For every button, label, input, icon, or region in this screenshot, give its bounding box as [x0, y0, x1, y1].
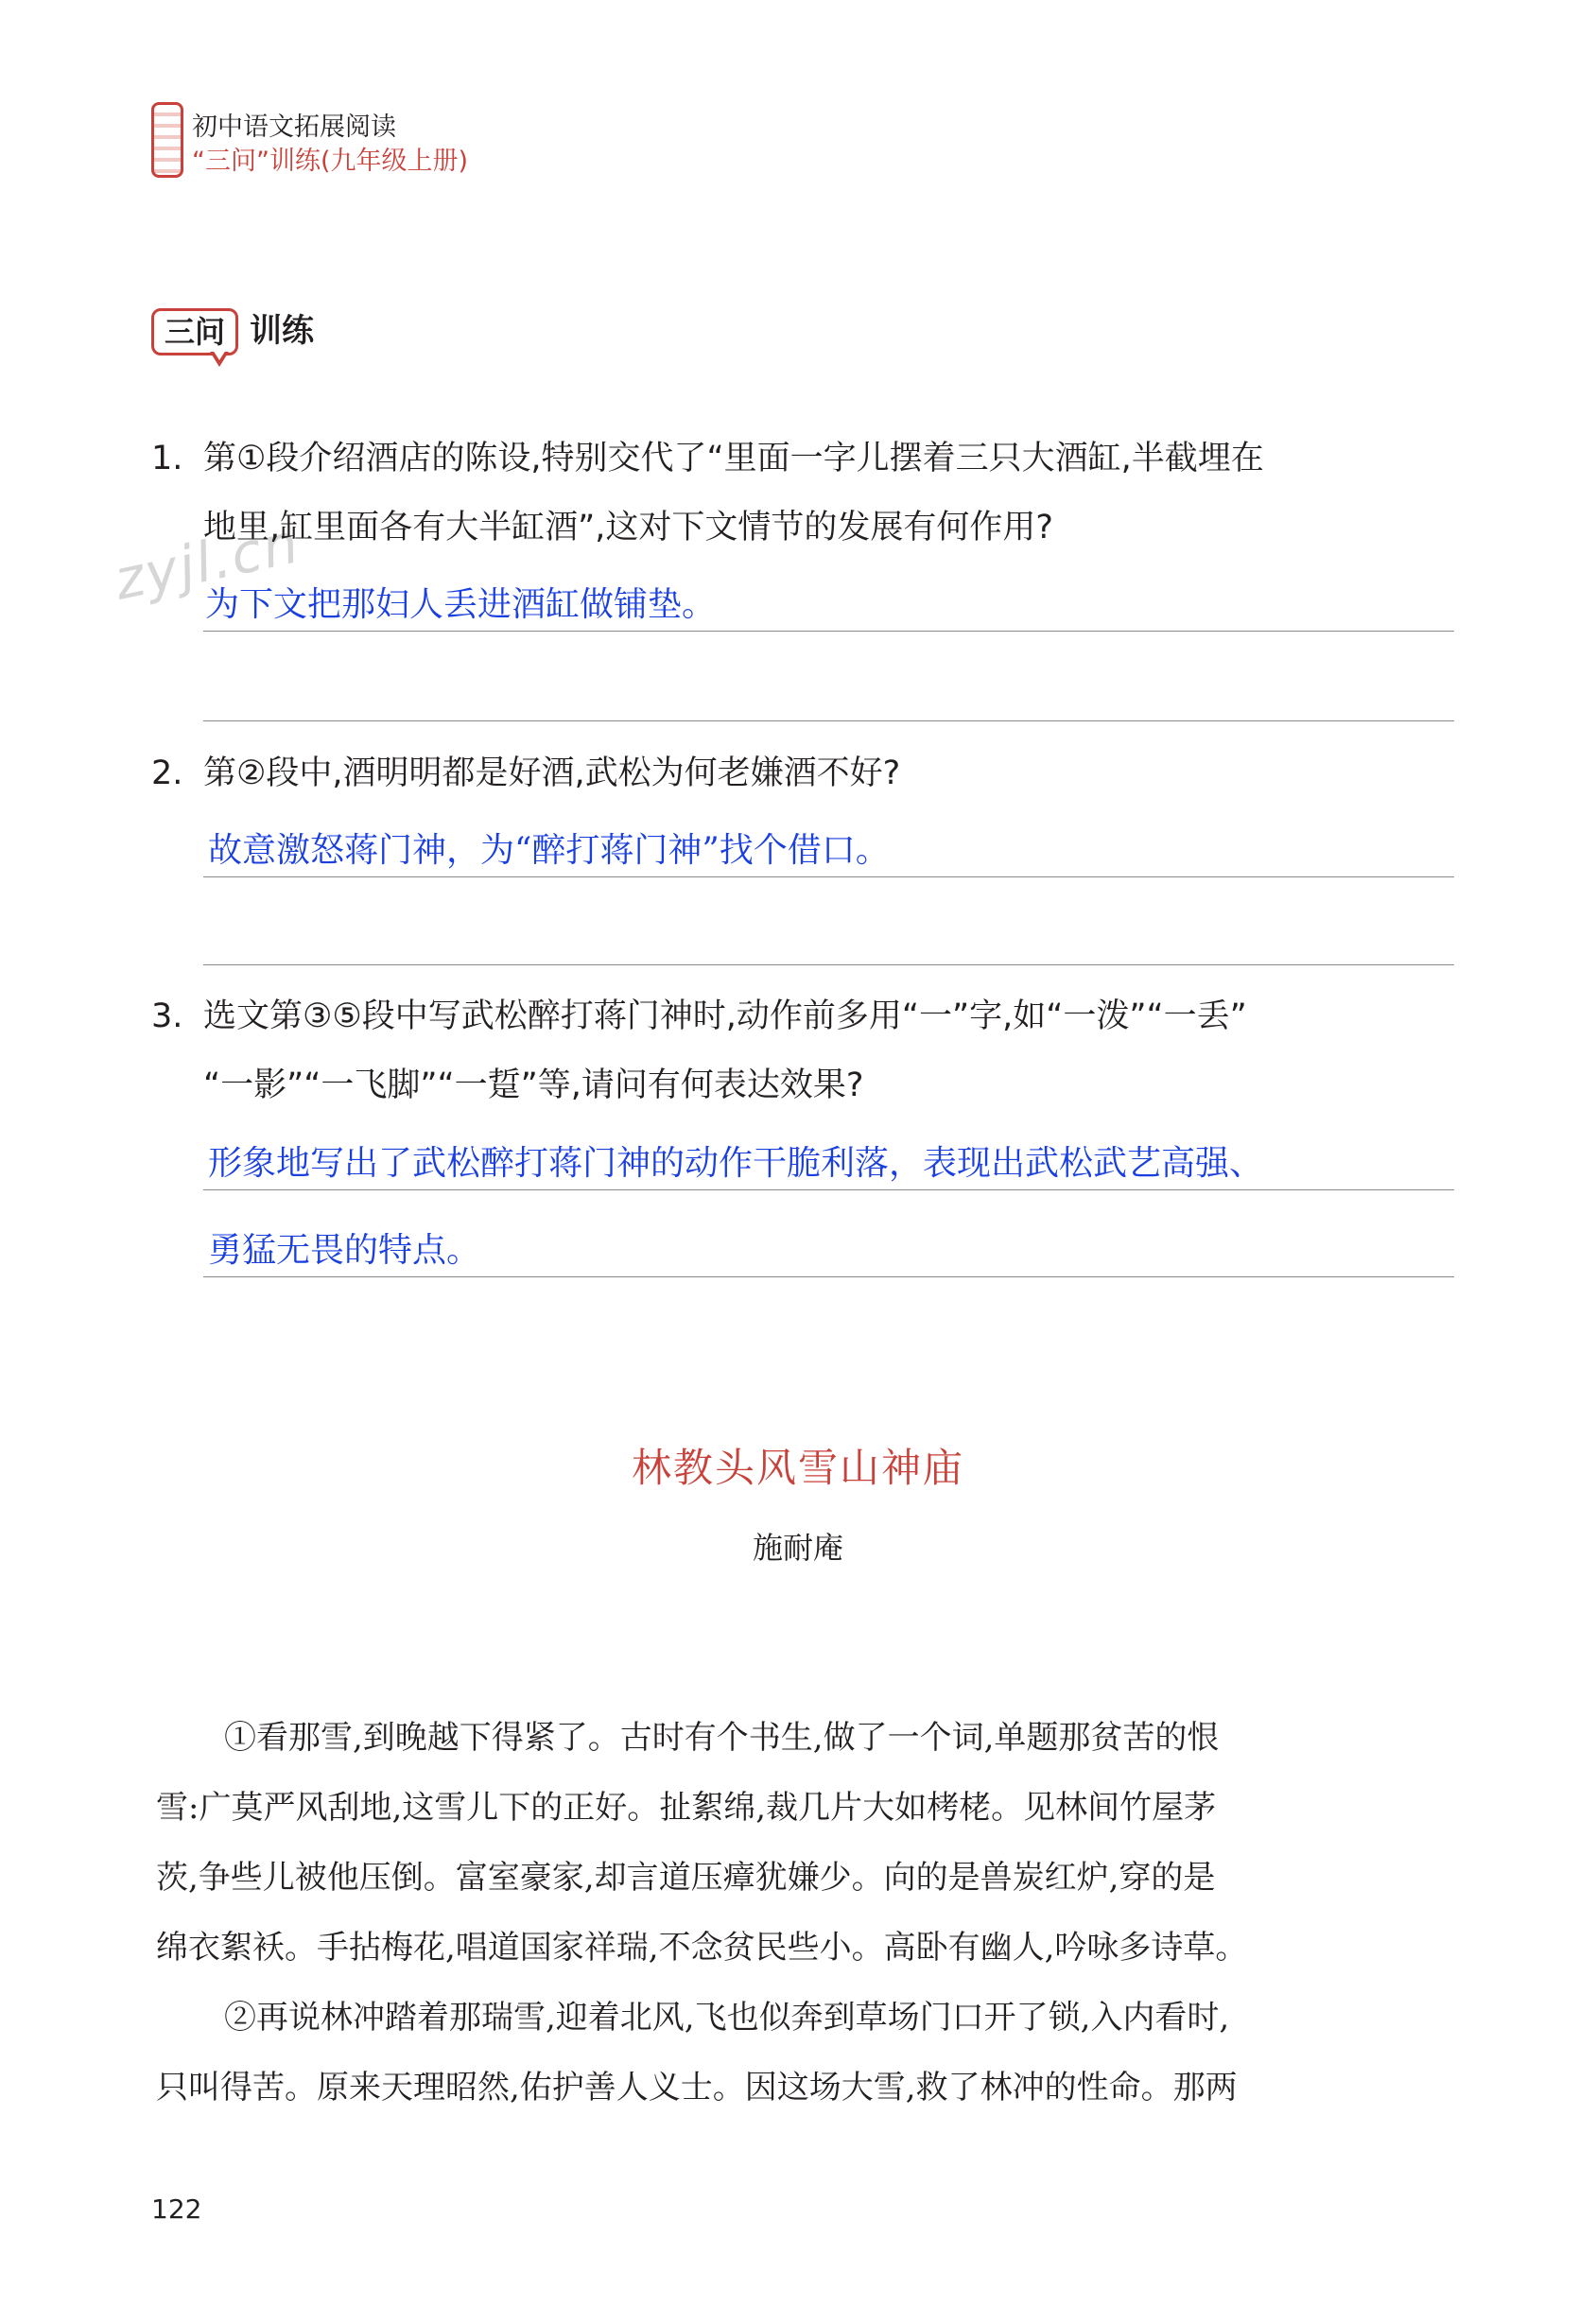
- answer-line: [203, 876, 1454, 877]
- article-line: ②再说林冲踏着那瑞雪,迎着北风,飞也似奔到草场门口开了锁,入内看时,: [224, 1999, 1230, 2037]
- answer-line: [203, 1189, 1454, 1190]
- answer-line: [203, 964, 1454, 965]
- question-1-line-1: 第①段介绍酒店的陈设,特别交代了“里面一字儿摆着三只大酒缸,半截埋在: [203, 440, 1264, 477]
- question-3-line-1: 选文第③⑤段中写武松醉打蒋门神时,动作前多用“一”字,如“一泼”“一丢”: [203, 997, 1247, 1035]
- watermark: zyjl.cn: [109, 511, 305, 613]
- article-title: 林教头风雪山神庙: [631, 1445, 964, 1491]
- answer-line: [203, 1276, 1454, 1277]
- question-2-number: 2.: [151, 754, 183, 792]
- question-1-answer: 为下文把那妇人丢进酒缸做铺垫。: [205, 585, 717, 624]
- article-line: 雪:广莫严风刮地,这雪儿下的正好。扯絮绵,裁几片大如栲栳。见林间竹屋茅: [156, 1789, 1217, 1827]
- question-2-answer: 故意激怒蒋门神，为“醉打蒋门神”找个借口。: [208, 831, 890, 870]
- question-3-answer-line-2: 勇猛无畏的特点。: [208, 1231, 481, 1270]
- article-line: 绵衣絮袄。手拈梅花,唱道国家祥瑞,不念贫民些小。高卧有幽人,吟咏多诗草。: [156, 1929, 1248, 1967]
- article-line: 茨,争些儿被他压倒。富室豪家,却言道压瘴犹嫌少。向的是兽炭红炉,穿的是: [156, 1859, 1216, 1897]
- article-author: 施耐庵: [752, 1530, 843, 1566]
- question-3-number: 3.: [151, 997, 183, 1035]
- article-line: ①看那雪,到晚越下得紧了。古时有个书生,做了一个词,单题那贫苦的恨: [224, 1719, 1220, 1757]
- book-seal-logo: [151, 102, 183, 178]
- article-line: 只叫得苦。原来天理昭然,佑护善人义士。因这场大雪,救了林冲的性命。那两: [156, 2069, 1238, 2107]
- section-tag-tail-inner: [213, 350, 226, 360]
- question-2-line-1: 第②段中,酒明明都是好酒,武松为何老嫌酒不好?: [203, 754, 901, 792]
- question-1-line-2: 地里,缸里面各有大半缸酒”,这对下文情节的发展有何作用?: [203, 509, 1053, 546]
- section-tag: 三问: [151, 308, 238, 355]
- header-series-title: 初中语文拓展阅读: [192, 113, 396, 142]
- question-1-number: 1.: [151, 440, 183, 477]
- page-number: 122: [151, 2193, 202, 2225]
- question-3-line-2: “一影”“一飞脚”“一踅”等,请问有何表达效果?: [203, 1066, 864, 1104]
- question-3-answer-line-1: 形象地写出了武松醉打蒋门神的动作干脆利落，表现出武松武艺高强、: [208, 1144, 1264, 1183]
- answer-line: [203, 720, 1454, 721]
- section-label: 训练: [250, 312, 314, 350]
- header-book-title: “三问”训练(九年级上册): [192, 147, 469, 176]
- answer-line: [203, 631, 1454, 632]
